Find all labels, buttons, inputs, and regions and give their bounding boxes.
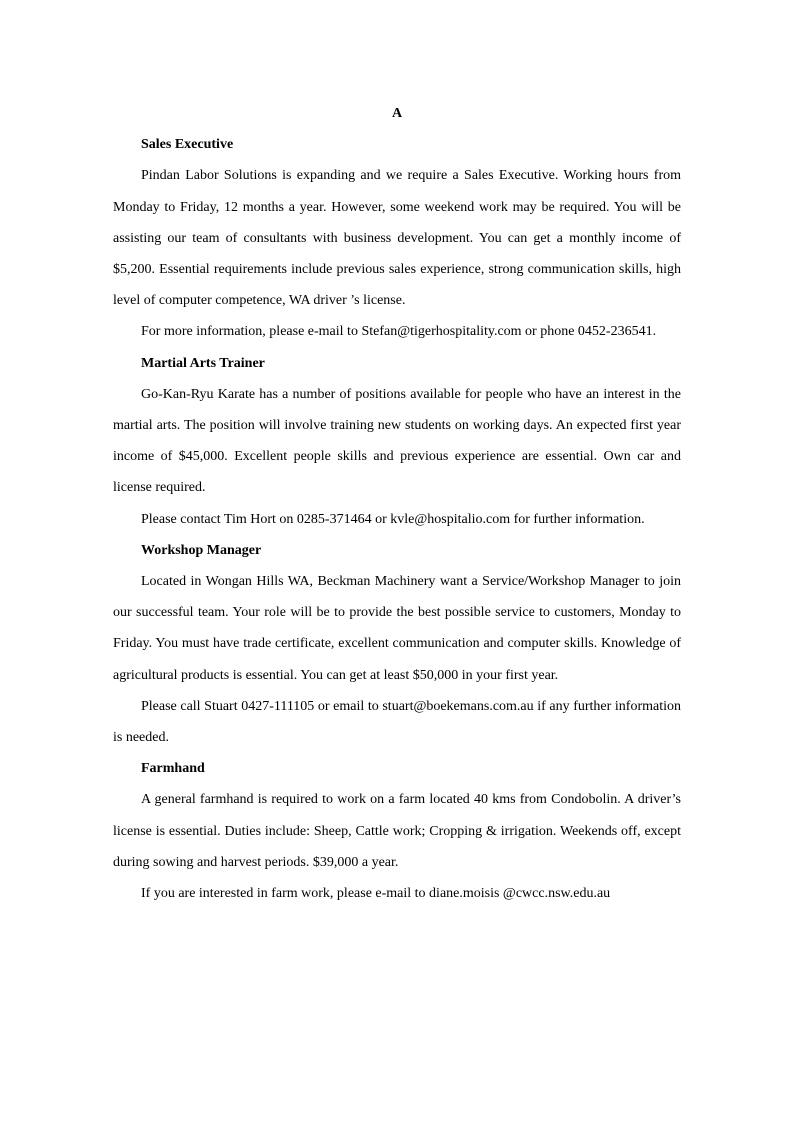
ad-description: Located in Wongan Hills WA, Beckman Machinery want a Service/Workshop Manager to join our successful team. Your role will be to provide the best possible service to customers, Monday to Friday. You must have trade certificate, excellent communication and computer skills. Knowledge of agricultural products is essential. You can get at least $50,000 in your first year. [113,574,681,683]
ad-description: Go-Kan-Ryu Karate has a number of positions available for people who have an interest in the martial arts. The position will involve training new students on working days. An expected first year income of $45,000. Excellent people skills and previous experience are essential. Own car and license required. [113,386,681,496]
ad-title: Martial Arts Trainer [141,355,265,371]
document-page [113,98,681,909]
ad-title: Workshop Manager [141,542,262,558]
ad-sales-executive [113,129,681,347]
ad-workshop-manager [113,535,681,753]
ad-description: Pindan Labor Solutions is expanding and we require a Sales Executive. Working hours from Monday to Friday, 12 months a year. However, some weekend work may be required. You will be assisting our team of consultants with business development. You can get a monthly income of $5,200. Essential requirements include previous sales experience, strong communication skills, high level of computer competence, WA driver ’s license. [113,168,681,309]
ad-farmhand [113,753,681,909]
ad-description: A general farmhand is required to work on a farm located 40 kms from Condobolin. A driver’s license is essential. Duties include: Sheep, Cattle work; Cropping & irrigation. Weekends off, except during sowing and harvest periods. $39,000 a year. [113,792,681,870]
ad-contact: For more information, please e-mail to Stefan@tigerhospitality.com or phone 0452-236541. [141,324,657,340]
ad-title: Sales Executive [141,137,234,153]
ad-contact: If you are interested in farm work, please e-mail to diane.moisis @cwcc.nsw.edu.au [141,886,611,902]
ad-martial-arts-trainer [113,348,681,535]
ad-title: Farmhand [141,761,205,777]
section-letter: A [391,106,403,121]
ad-contact: Please call Stuart 0427-111105 or email to stuart@boekemans.com.au if any further information is needed. [113,698,681,746]
ad-contact: Please contact Tim Hort on 0285-371464 or kvle@hospitalio.com for further information. [141,511,645,527]
